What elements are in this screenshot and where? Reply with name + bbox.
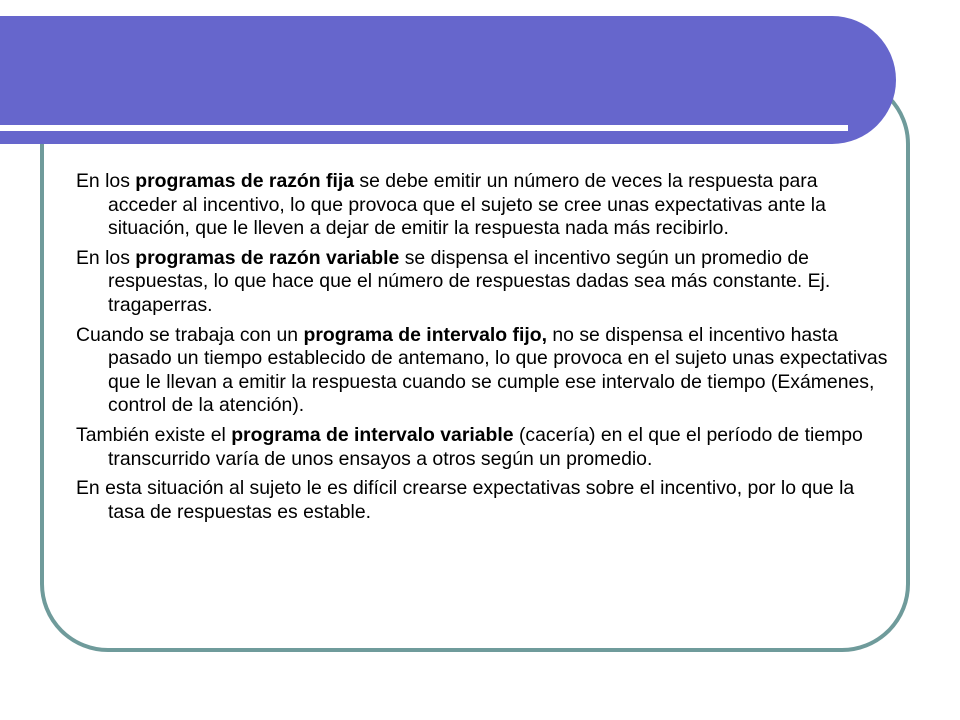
paragraph-fixed-interval [76,324,891,418]
paragraph-text: En esta situación al sujeto le es difícil crearse expectativas sobre el incentivo, por lo que la tasa de respuestas es estable. [76,477,855,523]
paragraph-text: se dispensa el incentivo según un promedio de respuestas, lo que hace que el número de respuestas dadas sea más constante. Ej. tragaperras. [108,246,831,316]
header-rule [0,125,848,131]
paragraph-text: En los [76,246,136,269]
paragraph-fixed-ratio [76,170,891,241]
paragraph-variable-interval [76,424,891,471]
paragraph-text: También existe el [76,423,232,446]
paragraph-emphasis: programas de razón variable [135,246,400,269]
paragraph-text: se debe emitir un número de veces la respuesta para acceder al incentivo, lo que provoca que el sujeto se cree unas expectativas ante la situación, que le lleven a dejar de emitir la respuesta nada más recibirlo. [108,170,826,240]
paragraph-text: Cuando se trabaja con un [76,323,304,346]
paragraph-emphasis: programa de intervalo variable [231,423,514,446]
paragraph-text: En los [76,170,136,192]
paragraph-emphasis: programa de intervalo fijo, [303,323,547,346]
paragraph-variable-ratio [76,247,891,318]
paragraph-text: (cacería) en el que el período de tiempo transcurrido varía de unos ensayos a otros según un promedio. [108,423,863,470]
paragraph-emphasis: programas de razón fija [135,170,355,192]
slide-body [76,170,891,530]
paragraph-expectations [76,477,891,524]
paragraph-text: no se dispensa el incentivo hasta pasado un tiempo establecido de antemano, lo que provoca en el sujeto unas expectativas que le llevan a emitir la respuesta cuando se cumple ese intervalo de tiempo (Exámenes, control de la atención). [108,323,888,417]
